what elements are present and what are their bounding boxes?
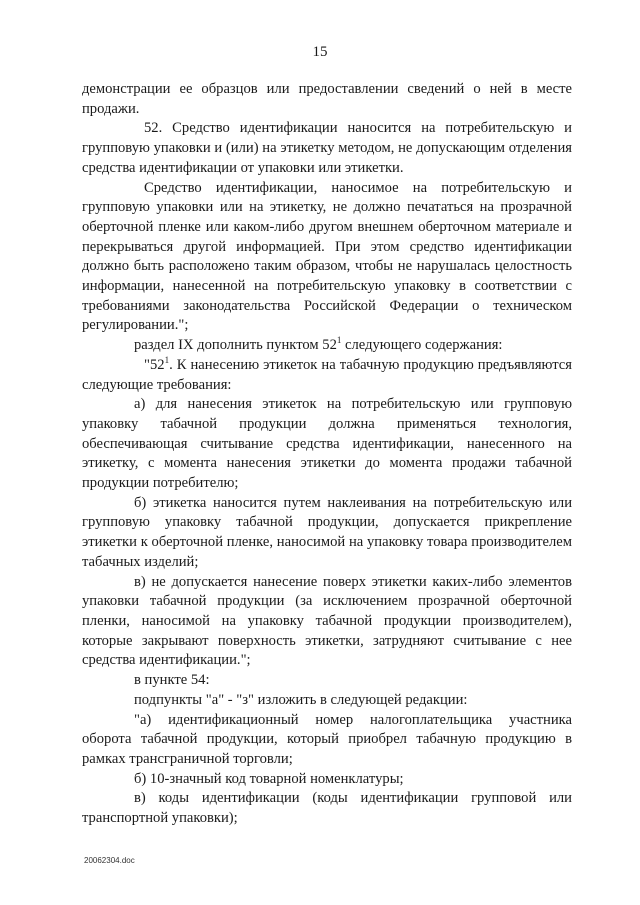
paragraph: Средство идентификации, наносимое на потребительскую и групповую упаковки или на этикетку, не должно печататься на прозрачной оберточной пленке или каком-либо другом внешнем оберточном материале и перекрываться другой информацией. При этом средство идентификации должно быть расположено таким образом, чтобы не нарушалась целостность информации, нанесенной на потребительскую упаковку в соответствии с требованиями законодательства Российской Федерации о техническом регулировании."; xyxy=(82,179,572,334)
paragraph: а) для нанесения этикеток на потребительскую или групповую упаковку табачной продукции должна применяться технология, обеспечивающая считывание средства идентификации, нанесенного на этикетку, с момента нанесения этикетки до момента продажи табачной продукции потребителю; xyxy=(82,396,572,492)
superscript: 1 xyxy=(164,354,170,365)
text-run: "52 xyxy=(144,356,165,373)
paragraph-item-52-1 xyxy=(82,356,572,395)
page-number: 15 xyxy=(312,44,328,60)
paragraph: в) не допускается нанесение поверх этикетки каких-либо элементов упаковки табачной продукции (за исключением прозрачной оберточной пленки, наносимой на упаковку табачной продукции производителем), которые закрывают поверхность этикетки, затрудняют считывание с нее средства идентификации."; xyxy=(82,573,572,669)
paragraph: б) этикетка наносится путем наклеивания на потребительскую или групповую упаковку табачной продукции, допускается прикрепление этикетки к оберточной пленке, наносимой на упаковку товара производителем табачных изделий; xyxy=(82,494,572,570)
paragraph-section-ix xyxy=(82,336,572,356)
paragraph: в) коды идентификации (коды идентификации групповой или транспортной упаковки); xyxy=(82,790,572,827)
superscript: 1 xyxy=(336,335,342,346)
paragraph: подпункты "а" - "з" изложить в следующей редакции: xyxy=(134,691,468,708)
footer-file-code: 20062304.doc xyxy=(84,856,135,865)
text-run: следующего содержания: xyxy=(341,337,503,354)
text-run: . К нанесению этикеток на табачную продукцию предъявляются следующие требования: xyxy=(82,356,572,393)
document-body xyxy=(82,80,572,829)
paragraph: "а) идентификационный номер налогоплательщика участника оборота табачной продукции, который приобрел табачную продукцию в рамках трансграничной торговли; xyxy=(82,711,572,767)
paragraph: 52. Средство идентификации наносится на потребительскую и групповую упаковки и (или) на этикетку методом, не допускающим отделения средства идентификации от упаковки или этикетки. xyxy=(82,120,572,176)
text-run: раздел IX дополнить пунктом 52 xyxy=(134,337,337,354)
paragraph: демонстрации ее образцов или предоставлении сведений о ней в месте продажи. xyxy=(82,81,572,117)
paragraph: б) 10-значный код товарной номенклатуры; xyxy=(134,770,404,787)
paragraph: в пункте 54: xyxy=(134,672,210,689)
